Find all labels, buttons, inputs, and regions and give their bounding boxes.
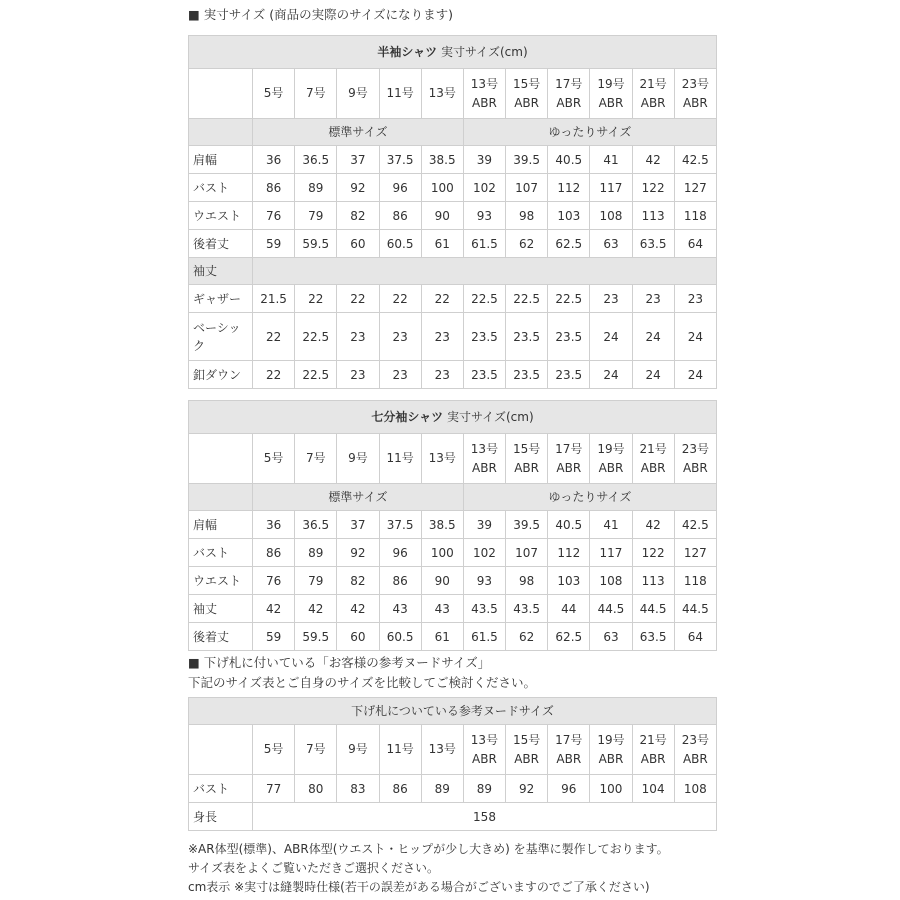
size-header-cell: 17号 ABR (548, 434, 590, 484)
table-cell: 59 (253, 230, 295, 258)
table-cell: 64 (674, 623, 716, 651)
row-label: 肩幅 (189, 511, 253, 539)
size-header-cell: 21号 ABR (632, 69, 674, 119)
table-cell: 100 (421, 174, 463, 202)
table-cell: 43.5 (463, 595, 505, 623)
size-header-cell: 13号 (421, 69, 463, 119)
table-cell: 42 (337, 595, 379, 623)
table-cell: 23 (379, 361, 421, 389)
section-heading-nude-size: ■ 下げ札に付いている「お客様の参考ヌードサイズ」 (188, 655, 491, 670)
table-cell: 43.5 (506, 595, 548, 623)
table-cell: 24 (590, 313, 632, 361)
table-cell: 37 (337, 511, 379, 539)
row-label: バスト (189, 539, 253, 567)
table-cell: 23 (590, 285, 632, 313)
table-cell: 104 (632, 775, 674, 803)
table-cell: 60 (337, 623, 379, 651)
table-cell: 62.5 (548, 623, 590, 651)
size-header-cell: 7号 (295, 434, 337, 484)
table-cell: 23.5 (506, 361, 548, 389)
table-cell: 22 (295, 285, 337, 313)
table-cell: 42 (632, 511, 674, 539)
table-title: 七分袖シャツ (371, 410, 444, 424)
section-subtext: 下記のサイズ表とご自身のサイズを比較してご検討ください。 (188, 675, 537, 690)
row-label: ギャザー (189, 285, 253, 313)
table-cell: 23 (421, 361, 463, 389)
size-header-cell: 15号 ABR (506, 434, 548, 484)
table-cell: 43 (421, 595, 463, 623)
size-header-cell: 9号 (337, 69, 379, 119)
note-line: サイズ表をよくご覧いただきご選択ください。 (188, 861, 440, 875)
table-cell: 22 (253, 361, 295, 389)
table-cell: 23.5 (548, 313, 590, 361)
table-row (189, 539, 717, 567)
table-cell: 23.5 (548, 361, 590, 389)
height-value: 158 (253, 803, 717, 831)
table-cell: 22 (379, 285, 421, 313)
table-title: 下げ札についている参考ヌードサイズ (189, 698, 717, 725)
size-header-row (189, 69, 717, 119)
table-cell: 42 (253, 595, 295, 623)
table-cell: 83 (337, 775, 379, 803)
table-cell: 108 (590, 567, 632, 595)
table-cell: 80 (295, 775, 337, 803)
size-header-cell: 13号 (421, 725, 463, 775)
table-cell: 60.5 (379, 623, 421, 651)
size-header-cell: 23号 ABR (674, 69, 716, 119)
table-cell: 44 (548, 595, 590, 623)
table-cell: 108 (590, 202, 632, 230)
size-header-row (189, 434, 717, 484)
table-row (189, 285, 717, 313)
table-cell: 98 (506, 567, 548, 595)
table-cell: 62.5 (548, 230, 590, 258)
table-cell: 113 (632, 202, 674, 230)
table-cell: 63 (590, 623, 632, 651)
table-cell: 122 (632, 539, 674, 567)
row-label: ベーシック (189, 313, 253, 361)
table-cell: 38.5 (421, 511, 463, 539)
table-cell: 41 (590, 146, 632, 174)
table-cell: 89 (295, 174, 337, 202)
table-cell: 112 (548, 174, 590, 202)
table-cell: 107 (506, 539, 548, 567)
table-cell: 103 (548, 567, 590, 595)
table-cell: 118 (674, 202, 716, 230)
table-cell: 39.5 (506, 511, 548, 539)
table-cell: 96 (379, 174, 421, 202)
row-label: ウエスト (189, 567, 253, 595)
table-cell: 24 (590, 361, 632, 389)
table-cell: 113 (632, 567, 674, 595)
row-label: 袖丈 (189, 595, 253, 623)
table-title-unit: 実寸サイズ(cm) (437, 45, 528, 59)
table-cell: 36.5 (295, 146, 337, 174)
table-cell: 90 (421, 567, 463, 595)
table-row (189, 595, 717, 623)
table-cell: 22.5 (463, 285, 505, 313)
table-cell: 38.5 (421, 146, 463, 174)
size-header-cell: 15号 ABR (506, 725, 548, 775)
table-cell: 36.5 (295, 511, 337, 539)
note-line: ※AR体型(標準)、ABR体型(ウエスト・ヒップが少し大きめ) を基準に製作しております。 (188, 842, 669, 856)
table-row (189, 361, 717, 389)
table-row (189, 567, 717, 595)
table-cell: 22 (253, 313, 295, 361)
table-cell: 23.5 (506, 313, 548, 361)
table-cell: 42 (295, 595, 337, 623)
size-header-cell: 13号 ABR (463, 725, 505, 775)
table-cell: 39 (463, 146, 505, 174)
table-cell: 86 (253, 174, 295, 202)
size-header-cell: 13号 ABR (463, 69, 505, 119)
group-row (189, 484, 717, 511)
table-cell: 42 (632, 146, 674, 174)
size-header-cell: 19号 ABR (590, 69, 632, 119)
table-cell: 24 (632, 361, 674, 389)
table-cell: 86 (379, 775, 421, 803)
table-cell: 92 (337, 174, 379, 202)
table-cell: 23.5 (463, 361, 505, 389)
table-cell: 61.5 (463, 230, 505, 258)
table-row (189, 511, 717, 539)
table-cell: 23 (379, 313, 421, 361)
table-cell: 39.5 (506, 146, 548, 174)
table-cell: 82 (337, 202, 379, 230)
nude-size-table (188, 697, 717, 831)
table-cell: 22 (337, 285, 379, 313)
size-header-cell: 17号 ABR (548, 69, 590, 119)
table-cell: 63.5 (632, 230, 674, 258)
table-cell: 86 (379, 567, 421, 595)
table-cell: 79 (295, 202, 337, 230)
row-label: 肩幅 (189, 146, 253, 174)
table-cell: 77 (253, 775, 295, 803)
table-cell: 93 (463, 567, 505, 595)
size-header-row (189, 725, 717, 775)
table-cell: 43 (379, 595, 421, 623)
table-row (189, 313, 717, 361)
short-sleeve-size-table (188, 35, 717, 389)
table-cell: 122 (632, 174, 674, 202)
size-header-cell: 21号 ABR (632, 725, 674, 775)
table-cell: 100 (421, 539, 463, 567)
table-cell: 61.5 (463, 623, 505, 651)
table-cell: 59 (253, 623, 295, 651)
table-row (189, 202, 717, 230)
table-cell: 24 (632, 313, 674, 361)
row-label: 釦ダウン (189, 361, 253, 389)
table-cell: 37 (337, 146, 379, 174)
table-cell: 102 (463, 539, 505, 567)
table-cell: 39 (463, 511, 505, 539)
table-cell: 36 (253, 146, 295, 174)
table-cell: 23 (421, 313, 463, 361)
table-cell: 62 (506, 623, 548, 651)
table-cell: 22 (421, 285, 463, 313)
row-label: バスト (189, 174, 253, 202)
table-cell: 59.5 (295, 230, 337, 258)
table-cell: 22.5 (506, 285, 548, 313)
size-header-cell: 11号 (379, 725, 421, 775)
size-header-cell: 19号 ABR (590, 725, 632, 775)
table-cell: 64 (674, 230, 716, 258)
table-cell: 37.5 (379, 511, 421, 539)
table-cell: 86 (379, 202, 421, 230)
table-cell: 63.5 (632, 623, 674, 651)
row-label: ウエスト (189, 202, 253, 230)
table-title-row (189, 401, 717, 434)
size-header-cell: 9号 (337, 725, 379, 775)
size-header-cell: 23号 ABR (674, 725, 716, 775)
table-cell: 59.5 (295, 623, 337, 651)
table-cell: 24 (674, 313, 716, 361)
table-cell: 62 (506, 230, 548, 258)
table-cell: 102 (463, 174, 505, 202)
table-title-row (189, 36, 717, 69)
table-cell: 40.5 (548, 511, 590, 539)
section-heading-actual-size: ■ 実寸サイズ (商品の実際のサイズになります) (188, 7, 454, 22)
table-cell: 118 (674, 567, 716, 595)
table-cell: 61 (421, 623, 463, 651)
table-cell: 24 (674, 361, 716, 389)
table-cell: 117 (590, 539, 632, 567)
sleeve-header-row (189, 258, 717, 285)
standard-size-group: 標準サイズ (253, 484, 464, 511)
note-line: cm表示 ※実寸は縫製時仕様(若干の誤差がある場合がございますのでご了承ください) (188, 880, 650, 894)
size-header-cell: 15号 ABR (506, 69, 548, 119)
row-label: バスト (189, 775, 253, 803)
table-title-unit: 実寸サイズ(cm) (443, 410, 534, 424)
table-cell: 22.5 (295, 361, 337, 389)
table-cell: 41 (590, 511, 632, 539)
row-label: 後着丈 (189, 623, 253, 651)
group-row (189, 119, 717, 146)
height-row (189, 803, 717, 831)
table-cell: 92 (337, 539, 379, 567)
table-cell: 93 (463, 202, 505, 230)
row-label: 袖丈 (189, 258, 253, 285)
table-cell: 92 (506, 775, 548, 803)
table-cell: 90 (421, 202, 463, 230)
table-cell: 40.5 (548, 146, 590, 174)
table-cell: 44.5 (674, 595, 716, 623)
size-header-cell: 19号 ABR (590, 434, 632, 484)
table-cell: 96 (379, 539, 421, 567)
row-label: 身長 (189, 803, 253, 831)
table-cell: 23 (337, 313, 379, 361)
table-cell: 60.5 (379, 230, 421, 258)
table-cell: 89 (295, 539, 337, 567)
table-cell: 36 (253, 511, 295, 539)
table-cell: 100 (590, 775, 632, 803)
standard-size-group: 標準サイズ (253, 119, 464, 146)
table-title-row (189, 698, 717, 725)
three-quarter-sleeve-size-table (188, 400, 717, 651)
table-cell: 23 (632, 285, 674, 313)
table-cell: 21.5 (253, 285, 295, 313)
table-cell: 89 (463, 775, 505, 803)
table-cell: 44.5 (632, 595, 674, 623)
bust-row (189, 775, 717, 803)
table-cell: 60 (337, 230, 379, 258)
table-cell: 98 (506, 202, 548, 230)
table-cell: 127 (674, 539, 716, 567)
table-row (189, 230, 717, 258)
relaxed-size-group: ゆったりサイズ (463, 119, 716, 146)
size-header-cell: 11号 (379, 434, 421, 484)
table-cell: 44.5 (590, 595, 632, 623)
table-cell: 63 (590, 230, 632, 258)
table-cell: 22.5 (295, 313, 337, 361)
table-cell: 103 (548, 202, 590, 230)
size-header-cell: 21号 ABR (632, 434, 674, 484)
table-cell: 61 (421, 230, 463, 258)
table-cell: 23 (674, 285, 716, 313)
size-header-cell: 11号 (379, 69, 421, 119)
size-header-cell: 13号 (421, 434, 463, 484)
table-cell: 112 (548, 539, 590, 567)
size-header-cell: 5号 (253, 434, 295, 484)
table-cell: 117 (590, 174, 632, 202)
table-cell: 22.5 (548, 285, 590, 313)
table-title: 半袖シャツ (377, 45, 438, 59)
table-cell: 86 (253, 539, 295, 567)
table-cell: 76 (253, 567, 295, 595)
table-cell: 107 (506, 174, 548, 202)
size-header-cell: 17号 ABR (548, 725, 590, 775)
table-row (189, 146, 717, 174)
table-cell: 42.5 (674, 511, 716, 539)
table-cell: 76 (253, 202, 295, 230)
table-cell: 108 (674, 775, 716, 803)
table-cell: 82 (337, 567, 379, 595)
size-header-cell: 7号 (295, 725, 337, 775)
table-cell: 79 (295, 567, 337, 595)
size-header-cell: 9号 (337, 434, 379, 484)
table-cell: 96 (548, 775, 590, 803)
row-label: 後着丈 (189, 230, 253, 258)
size-header-cell: 23号 ABR (674, 434, 716, 484)
table-cell: 23 (337, 361, 379, 389)
table-cell: 37.5 (379, 146, 421, 174)
size-header-cell: 7号 (295, 69, 337, 119)
relaxed-size-group: ゆったりサイズ (463, 484, 716, 511)
table-row (189, 623, 717, 651)
table-cell: 42.5 (674, 146, 716, 174)
size-header-cell: 13号 ABR (463, 434, 505, 484)
table-cell: 89 (421, 775, 463, 803)
table-cell: 23.5 (463, 313, 505, 361)
table-row (189, 174, 717, 202)
table-cell: 127 (674, 174, 716, 202)
size-header-cell: 5号 (253, 725, 295, 775)
size-header-cell: 5号 (253, 69, 295, 119)
